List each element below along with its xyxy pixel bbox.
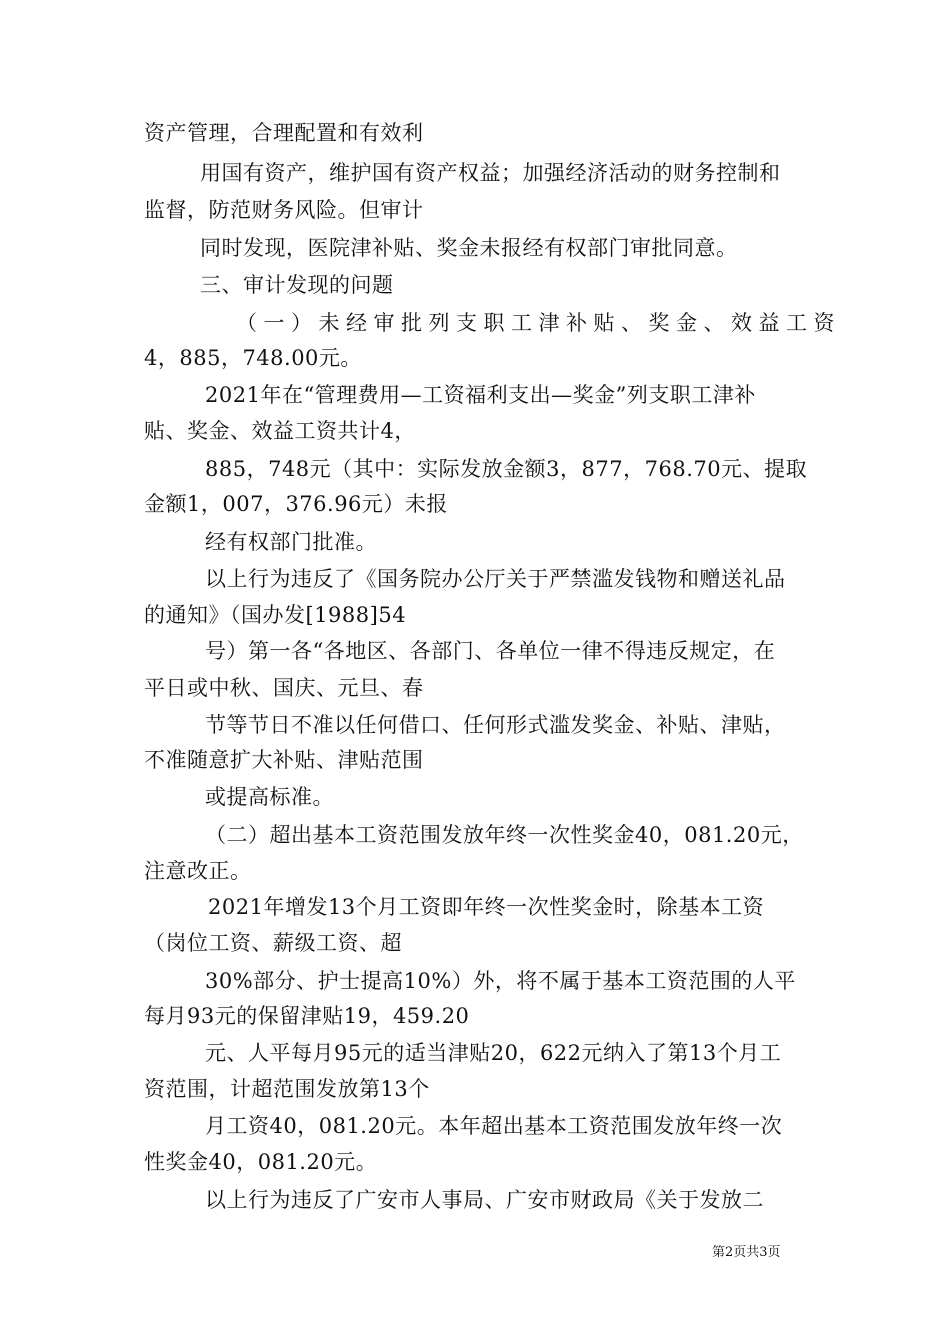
text-line: 的通知》（国办发[1988]54 bbox=[144, 603, 407, 627]
text-line: 性奖金40，081.20元。 bbox=[144, 1150, 378, 1174]
text-line: 监督，防范财务风险。但审计 bbox=[144, 198, 424, 222]
text-line: 2021年增发13个月工资即年终一次性奖金时，除基本工资 bbox=[208, 895, 765, 919]
subsection-heading: （二）超出基本工资范围发放年终一次性奖金40，081.20元， bbox=[205, 823, 804, 847]
text-line: 经有权部门批准。 bbox=[205, 530, 377, 554]
text-line: 金额1，007，376.96元）未报 bbox=[144, 492, 448, 516]
text-line: 注意改正。 bbox=[144, 859, 252, 883]
section-heading: 三、审计发现的问题 bbox=[200, 273, 394, 297]
text-line: （岗位工资、薪级工资、超 bbox=[144, 931, 402, 955]
text-line: 用国有资产，维护国有资产权益；加强经济活动的财务控制和 bbox=[200, 161, 781, 185]
text-line: 资产管理，合理配置和有效利 bbox=[144, 121, 424, 145]
text-line: 同时发现，医院津补贴、奖金未报经有权部门审批同意。 bbox=[200, 236, 738, 260]
text-line: 资范围，计超范围发放第13个 bbox=[144, 1077, 430, 1101]
text-line: 885，748元（其中：实际发放金额3，877，768.70元、提取 bbox=[205, 457, 808, 481]
text-line: 节等节日不准以任何借口、任何形式滥发奖金、补贴、津贴， bbox=[205, 713, 786, 737]
text-line: 月工资40，081.20元。本年超出基本工资范围发放年终一次 bbox=[205, 1114, 783, 1138]
text-line: 号）第一各“各地区、各部门、各单位一律不得违反规定，在 bbox=[205, 639, 776, 663]
text-line: 以上行为违反了《国务院办公厅关于严禁滥发钱物和赠送礼品 bbox=[205, 567, 786, 591]
text-line: 4，885，748.00元。 bbox=[144, 346, 362, 370]
text-line: 以上行为违反了广安市人事局、广安市财政局《关于发放二 bbox=[205, 1188, 764, 1212]
text-line: 贴、奖金、效益工资共计4， bbox=[144, 419, 416, 443]
text-line: 30%部分、护士提高10%）外，将不属于基本工资范围的人平 bbox=[205, 969, 796, 993]
page-number: 第2页共3页 bbox=[712, 1245, 781, 1260]
text-line: 2021年在“管理费用—工资福利支出—奖金”列支职工津补 bbox=[205, 383, 756, 407]
text-line: 不准随意扩大补贴、津贴范围 bbox=[144, 748, 424, 772]
subsection-heading: （一）未经审批列支职工津补贴、奖金、效益工资 bbox=[236, 311, 841, 335]
text-line: 元、人平每月95元的适当津贴20，622元纳入了第13个月工 bbox=[205, 1041, 782, 1065]
text-line: 或提高标准。 bbox=[205, 785, 334, 809]
text-line: 平日或中秋、国庆、元旦、春 bbox=[144, 676, 424, 700]
text-line: 每月93元的保留津贴19，459.20 bbox=[144, 1004, 470, 1028]
